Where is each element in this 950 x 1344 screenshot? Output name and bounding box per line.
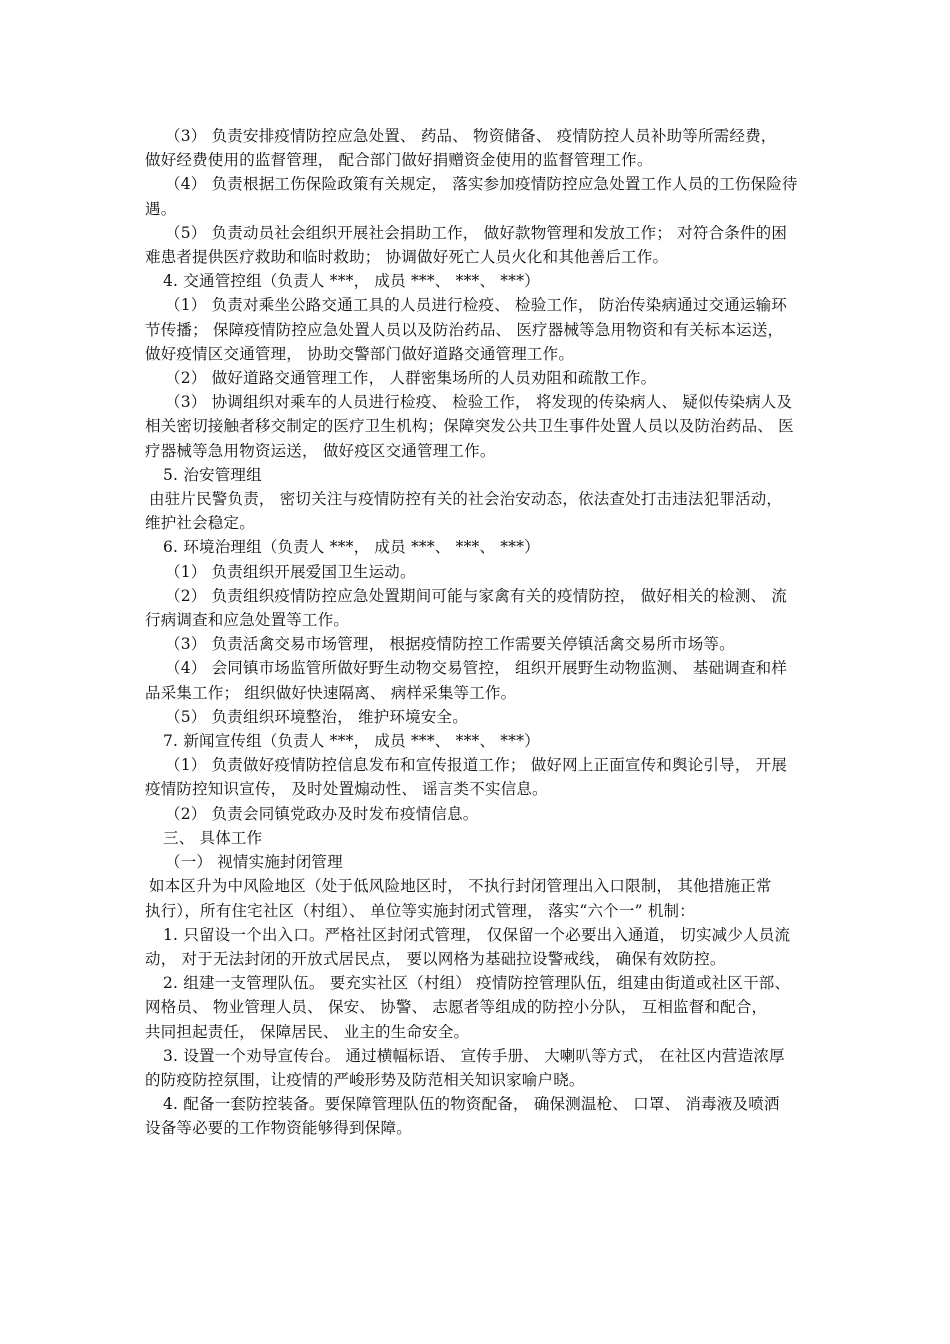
paragraph <box>145 874 807 922</box>
text-line: 7. 新闻宣传组（负责人 ***， 成员 ***、 ***、 ***） <box>163 732 540 751</box>
paragraph <box>145 923 807 971</box>
text-line: 3. 设置一个劝导宣传台。 通过横幅标语、 宣传手册、 大喇叭等方式， 在社区内营造浓厚 <box>163 1046 785 1065</box>
text-line: 的防疫防控氛围，让疫情的严峻形势及防范相关知识家喻户晓。 <box>145 1070 585 1089</box>
text-line: （1） 负责对乘坐公路交通工具的人员进行检疫、 检验工作， 防治传染病通过交通运输环 <box>165 296 788 315</box>
text-line: （5） 负责组织环境整治， 维护环境安全。 <box>165 707 468 726</box>
text-line: 5. 治安管理组 <box>163 465 262 484</box>
paragraph <box>145 584 807 632</box>
text-line: （2） 负责会同镇党政办及时发布疫情信息。 <box>165 804 479 823</box>
text-line: 设备等必要的工作物资能够得到保障。 <box>145 1119 412 1138</box>
text-line: 4. 配备一套防控装备。要保障管理队伍的物资配备， 确保测温枪、 口罩、 消毒液及喷洒 <box>163 1095 780 1114</box>
text-line: 遇。 <box>145 199 177 218</box>
paragraph <box>145 705 807 729</box>
paragraph <box>145 1044 807 1092</box>
paragraph <box>145 463 807 487</box>
text-line: 2. 组建一支管理队伍。 要充实社区（村组） 疫情防控管理队伍，组建由街道或社区干部、 <box>163 974 791 993</box>
text-line: 由驻片民警负责， 密切关注与疫情防控有关的社会治安动态，依法查处打击违法犯罪活动， <box>149 490 783 509</box>
text-line: （2） 负责组织疫情防控应急处置期间可能与家禽有关的疫情防控， 做好相关的检测、 流 <box>165 586 788 605</box>
text-line: 如本区升为中风险地区（处于低风险地区时， 不执行封闭管理出入口限制， 其他措施正常 <box>149 877 772 896</box>
text-line: （3） 负责安排疫情防控应急处置、 药品、 物资储备、 疫情防控人员补助等所需经费， <box>165 127 777 145</box>
text-line: （1） 负责做好疫情防控信息发布和宣传报道工作； 做好网上正面宣传和舆论引导， 开展 <box>165 756 788 775</box>
text-line: 1. 只留设一个出入口。严格社区封闭式管理， 仅保留一个必要出入通道， 切实减少人员流 <box>163 925 791 944</box>
paragraph <box>145 1092 807 1140</box>
paragraph <box>145 172 807 220</box>
paragraph <box>145 390 807 463</box>
paragraph <box>145 124 807 172</box>
text-line: （2） 做好道路交通管理工作， 人群密集场所的人员劝阻和疏散工作。 <box>165 369 657 388</box>
text-line: （3） 协调组织对乘车的人员进行检疫、 检验工作， 将发现的传染病人、 疑似传染病人及 <box>165 393 793 412</box>
text-line: 动， 对于无法封闭的开放式居民点， 要以网格为基础拉设警戒线， 确保有效防控。 <box>145 949 726 968</box>
paragraph <box>145 632 807 656</box>
text-line: （3） 负责活禽交易市场管理， 根据疫情防控工作需要关停镇活禽交易所市场等。 <box>165 635 735 654</box>
paragraph <box>145 487 807 535</box>
text-line: （4） 会同镇市场监管所做好野生动物交易管控， 组织开展野生动物监测、 基础调查和样 <box>165 659 788 678</box>
paragraph <box>145 850 807 874</box>
text-line: （5） 负责动员社会组织开展社会捐助工作， 做好款物管理和发放工作； 对符合条件的困 <box>165 223 788 242</box>
paragraph <box>145 560 807 584</box>
text-line: 三、 具体工作 <box>163 828 263 847</box>
paragraph <box>145 269 807 293</box>
text-line: 6. 环境治理组（负责人 ***， 成员 ***、 ***、 ***） <box>163 538 540 557</box>
paragraph <box>145 221 807 269</box>
text-line: 做好疫情区交通管理， 协助交警部门做好道路交通管理工作。 <box>145 344 575 363</box>
text-line: 4. 交通管控组（负责人 ***， 成员 ***、 ***、 ***） <box>163 272 540 291</box>
paragraph <box>145 802 807 826</box>
paragraph <box>145 729 807 753</box>
paragraph <box>145 826 807 850</box>
text-line: 节传播； 保障疫情防控应急处置人员以及防治药品、 医疗器械等急用物资和有关标本运送， <box>145 320 784 339</box>
text-line: 共同担起责任， 保障居民、 业主的生命安全。 <box>145 1022 470 1041</box>
text-line: 维护社会稳定。 <box>145 514 255 533</box>
paragraph <box>145 656 807 704</box>
text-line: （1） 负责组织开展爱国卫生运动。 <box>165 562 416 581</box>
paragraph <box>145 971 807 1044</box>
text-line: （一） 视情实施封闭管理 <box>165 853 343 872</box>
text-line: 疫情防控知识宣传， 及时处置煽动性、 谣言类不实信息。 <box>145 780 548 799</box>
text-line: 网格员、 物业管理人员、 保安、 协警、 志愿者等组成的防控小分队， 互相监督和配合， <box>145 998 768 1017</box>
text-line: 相关密切接触者移交制定的医疗卫生机构；保障突发公共卫生事件处置人员以及防治药品、 医 <box>145 417 794 436</box>
paragraph <box>145 535 807 559</box>
paragraph <box>145 366 807 390</box>
text-line: 做好经费使用的监督管理， 配合部门做好捐赠资金使用的监督管理工作。 <box>145 151 653 170</box>
text-line: 行病调查和应急处置等工作。 <box>145 611 350 630</box>
text-line: 疗器械等急用物资运送， 做好疫区交通管理工作。 <box>145 441 496 460</box>
text-line: 执行），所有住宅社区（村组）、 单位等实施封闭式管理， 落实“六个一” 机制： <box>145 901 695 920</box>
paragraph <box>145 293 807 366</box>
paragraph <box>145 753 807 801</box>
text-line: 难患者提供医疗救助和临时救助； 协调做好死亡人员火化和其他善后工作。 <box>145 248 669 267</box>
text-line: （4） 负责根据工伤保险政策有关规定， 落实参加疫情防控应急处置工作人员的工伤保险待 <box>165 175 798 194</box>
text-line: 品采集工作； 组织做好快速隔离、 病样采集等工作。 <box>145 683 517 702</box>
document-body <box>145 124 807 1141</box>
